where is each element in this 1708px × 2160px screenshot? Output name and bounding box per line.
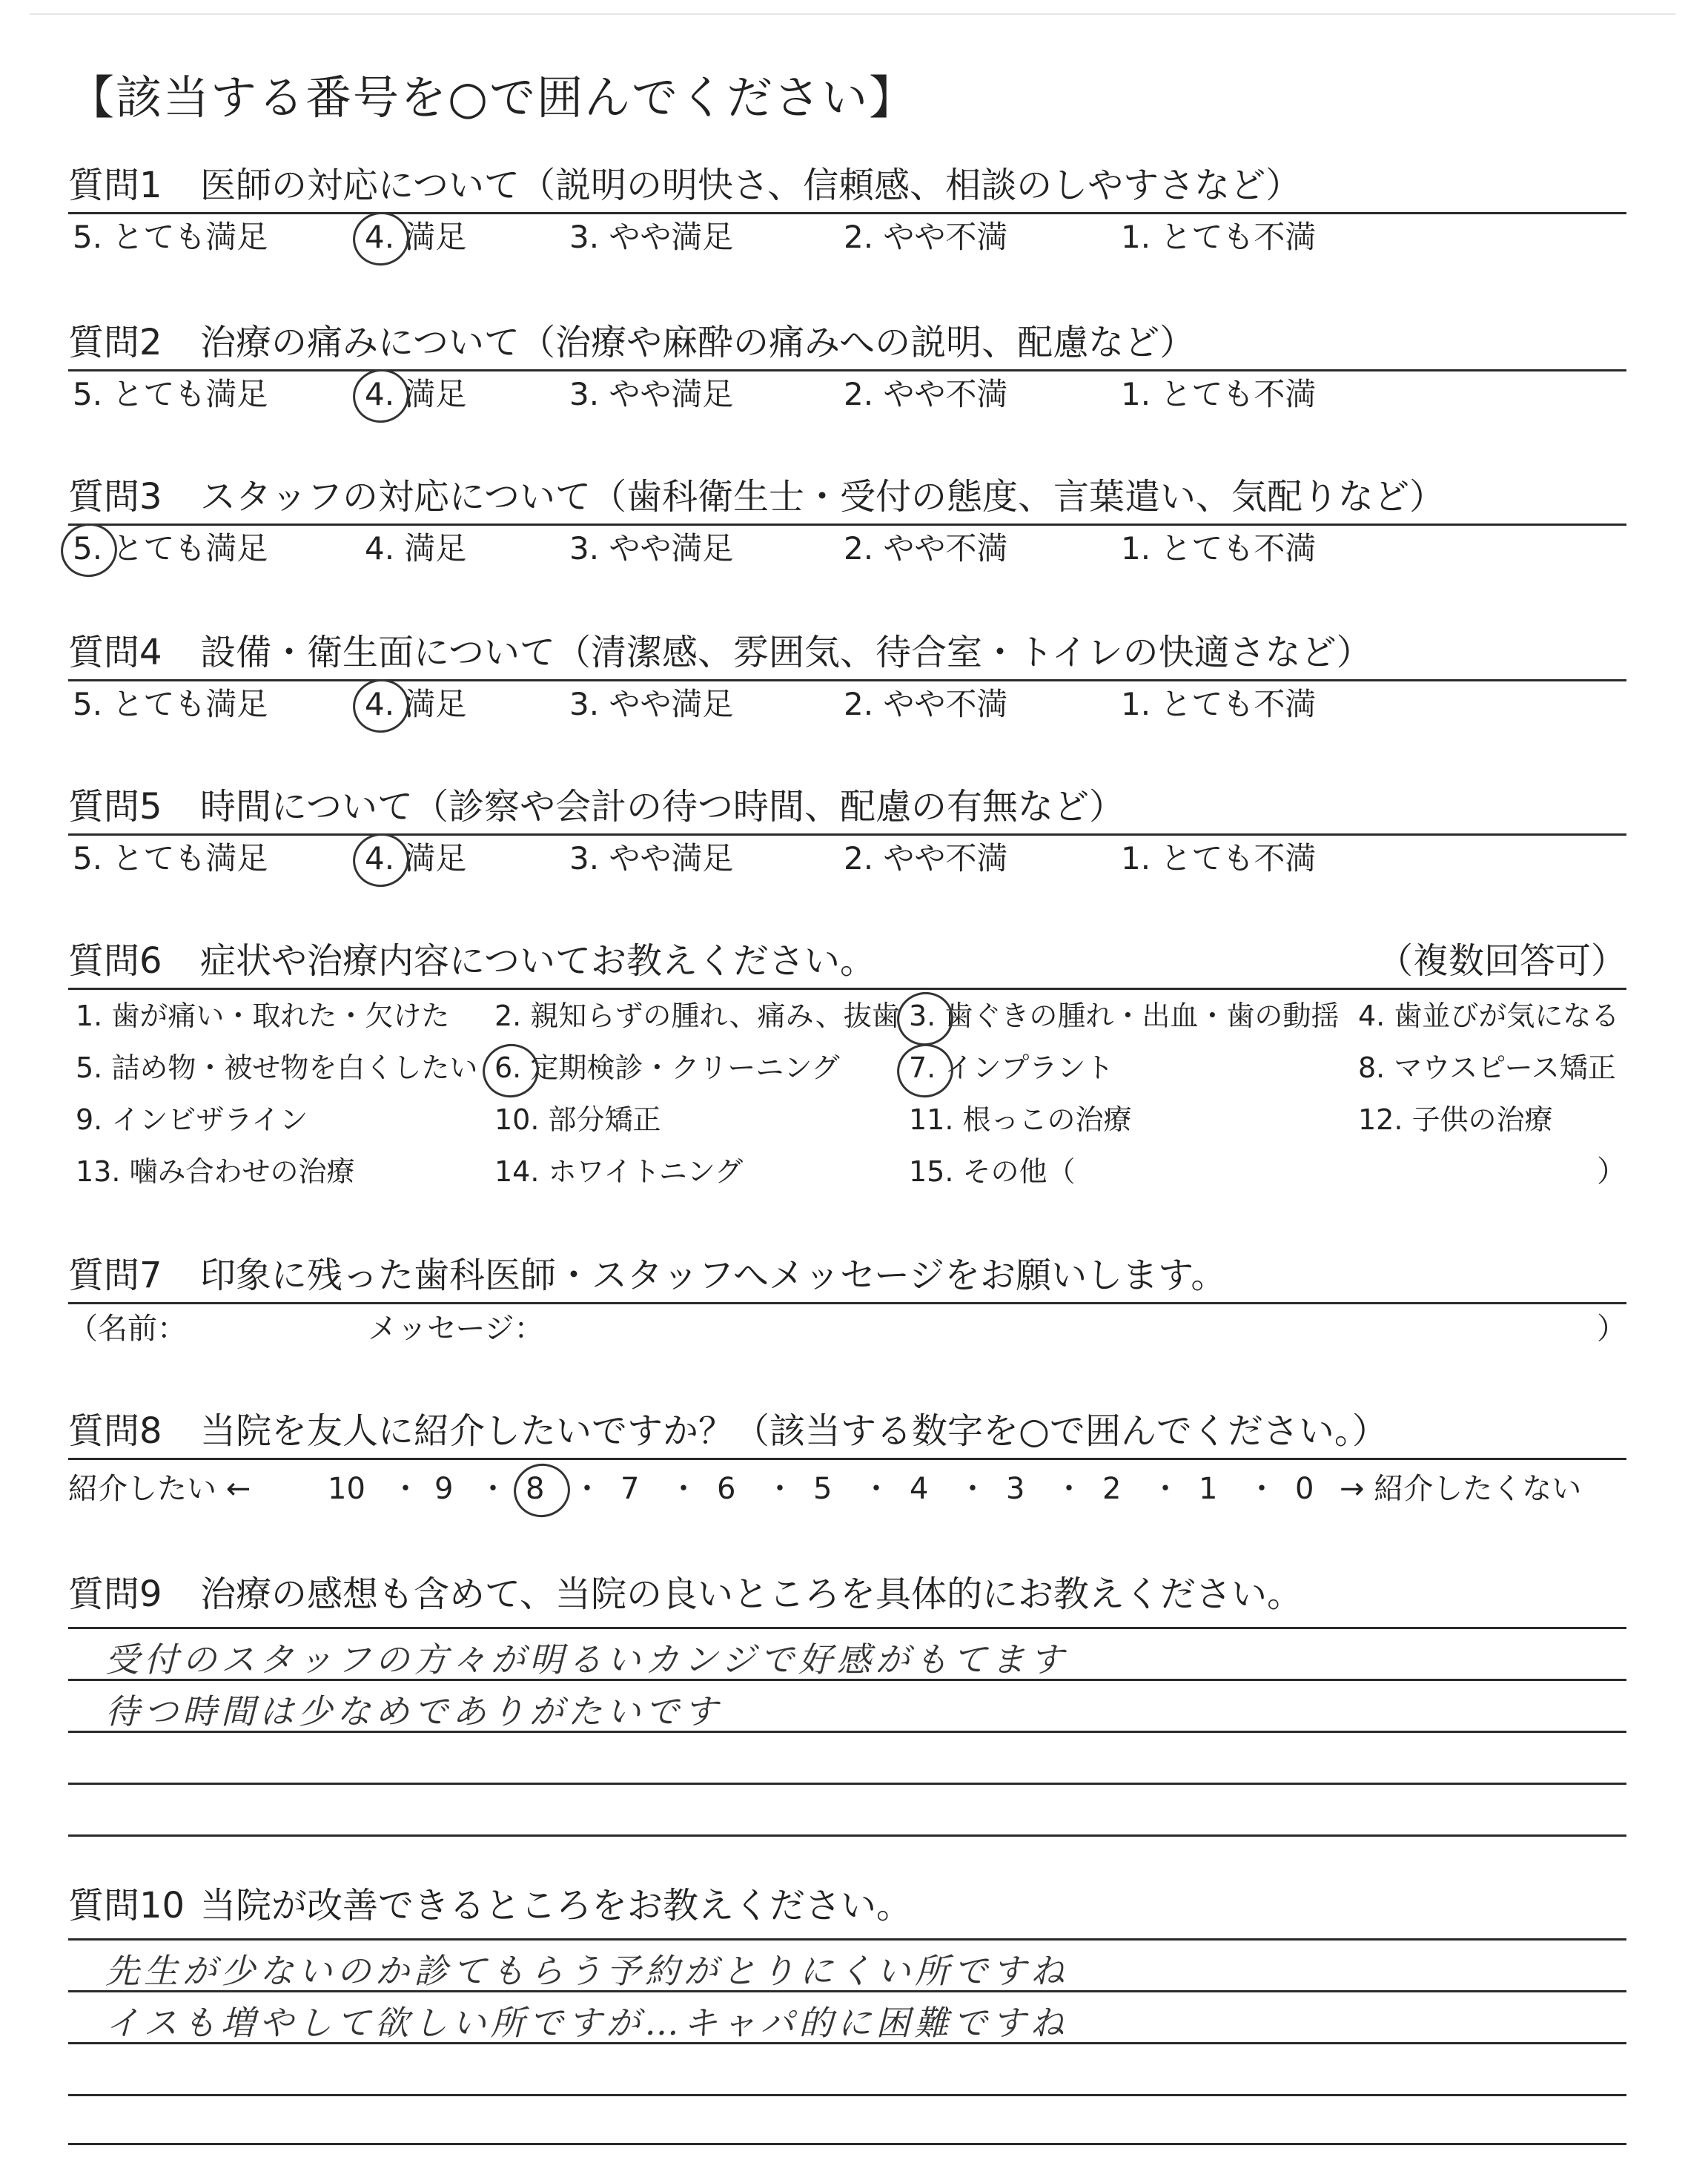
question-7 [68,1253,1626,1357]
scale-2[interactable]: 2 [1102,1472,1122,1506]
scale-dot: ・ [1151,1472,1180,1506]
scale-dot: ・ [572,1472,602,1506]
message-label: メッセージ： [368,1312,544,1346]
scale-dot: ・ [669,1472,698,1506]
option-2[interactable]: 2. やや不満 [844,219,1008,255]
handwritten-answer-line-2: 待つ時間は少なめでありがたいです [105,1691,722,1731]
handwritten-answer-line-2: イスも増やして欲しい所ですが…キャパ的に困難ですね [105,2003,1069,2043]
option-1[interactable]: 1. とても不満 [1121,840,1317,876]
scale-dot: ・ [765,1472,795,1506]
option-5[interactable]: 5. とても満足 [73,376,268,412]
option-5[interactable]: 5. とても満足 [73,840,268,876]
question-text: 医師の対応について（説明の明快さ、信頼感、相談のしやすさなど） [200,165,1302,206]
question-3 [68,475,1626,578]
question-number: 質問1 [68,165,162,206]
question-text: 治療の感想も含めて、当院の良いところを具体的にお教えください。 [200,1573,1303,1615]
other-close-paren: ） [1597,1155,1626,1189]
question-6 [68,939,1626,1221]
symptom-option-14[interactable]: 14. ホワイトニング [494,1155,744,1188]
scale-0[interactable]: 0 [1295,1472,1314,1506]
symptom-option-13[interactable]: 13. 噛み合わせの治療 [76,1155,355,1188]
rating-options [68,684,1626,725]
writing-line [68,1834,1626,1837]
scan-edge-line [30,13,1675,15]
question-8 [68,1409,1626,1513]
underline [68,369,1626,371]
symptom-option-2[interactable]: 2. 親知らずの腫れ、痛み、抜歯 [494,1000,900,1032]
underline [68,988,1626,990]
option-4-circled[interactable]: 4. 満足 [365,838,466,879]
symptom-option-10[interactable]: 10. 部分矯正 [494,1103,661,1136]
question-2 [68,320,1626,424]
question-number: 質問5 [68,786,162,828]
question-text: 治療の痛みについて（治療や麻酔の痛みへの説明、配慮など） [200,322,1196,363]
name-label: （名前： [68,1312,187,1346]
option-4-circled[interactable]: 4. 満足 [365,684,466,725]
symptom-option-1[interactable]: 1. 歯が痛い・取れた・欠けた [76,1000,450,1032]
question-text: スタッフの対応について（歯科衛生士・受付の態度、言葉遣い、気配りなど） [200,476,1446,518]
writing-line [68,2094,1626,2096]
option-2[interactable]: 2. やや不満 [844,530,1008,567]
rating-options [68,528,1626,569]
option-1[interactable]: 1. とても不満 [1121,376,1317,412]
symptom-option-7-circled[interactable]: 7. インプラント [909,1048,1113,1087]
question-text: 時間について（診察や会計の待つ時間、配慮の有無など） [200,786,1125,828]
rating-options [68,838,1626,879]
option-1[interactable]: 1. とても不満 [1121,530,1317,567]
question-4 [68,630,1626,734]
question-number: 質問2 [68,322,162,363]
option-3[interactable]: 3. やや満足 [569,530,734,567]
scale-right-label: → 紹介したくない [1340,1472,1582,1506]
underline [68,524,1626,526]
question-5 [68,785,1626,888]
question-10 [68,1883,1626,2150]
scale-8-circled[interactable]: 8 [526,1468,544,1510]
option-5-circled[interactable]: 5. とても満足 [73,528,268,569]
option-2[interactable]: 2. やや不満 [844,686,1008,722]
scale-9[interactable]: 9 [434,1472,454,1506]
rating-options [68,374,1626,415]
option-3[interactable]: 3. やや満足 [569,376,734,412]
scale-6[interactable]: 6 [717,1472,736,1506]
question-text: 当院を友人に紹介したいですか？（該当する数字を○で囲んでください。） [200,1410,1388,1452]
underline [68,833,1626,836]
handwritten-answer-line-1: 先生が少ないのか診てもらう予約がとりにくい所ですね [105,1951,1069,1991]
message-close-paren: ） [1597,1312,1626,1346]
scale-5[interactable]: 5 [813,1472,833,1506]
option-4-circled[interactable]: 4. 満足 [365,217,466,258]
question-9 [68,1572,1626,1854]
writing-line [68,1938,1626,1941]
symptom-option-3-circled[interactable]: 3. 歯ぐきの腫れ・出血・歯の動揺 [909,997,1339,1035]
underline [68,1458,1626,1460]
scale-4[interactable]: 4 [910,1472,929,1506]
scale-left-label: 紹介したい ← [68,1472,251,1506]
scale-dot: ・ [861,1472,891,1506]
question-text: 設備・衛生面について（清潔感、雰囲気、待合室・トイレの快適さなど） [200,632,1372,673]
question-number: 質問8 [68,1410,162,1452]
option-2[interactable]: 2. やや不満 [844,376,1008,412]
question-1 [68,163,1626,267]
question-number: 質問6 [68,940,162,982]
option-3[interactable]: 3. やや満足 [569,686,734,722]
option-5[interactable]: 5. とても満足 [73,219,268,255]
symptom-option-9[interactable]: 9. インビザライン [76,1103,308,1136]
symptom-option-8[interactable]: 8. マウスピース矯正 [1358,1051,1616,1084]
scale-dot: ・ [958,1472,987,1506]
writing-line [68,2143,1626,2145]
question-number: 質問10 [68,1885,185,1926]
question-text: 症状や治療内容についてお教えください。 [200,940,876,982]
writing-line [68,1627,1626,1629]
writing-line [68,1783,1626,1785]
question-number: 質問4 [68,632,162,673]
question-number: 質問3 [68,476,162,518]
recommend-scale [68,1468,1626,1513]
scale-dot: ・ [1054,1472,1084,1506]
symptom-option-15[interactable]: 15. その他（ [909,1155,1076,1188]
option-4-circled[interactable]: 4. 満足 [365,374,466,415]
scale-dot: ・ [478,1472,508,1506]
option-3[interactable]: 3. やや満足 [569,219,734,255]
option-4[interactable]: 4. 満足 [365,530,467,567]
symptom-option-5[interactable]: 5. 詰め物・被せ物を白くしたい [76,1051,478,1084]
multiple-answers-note: （複数回答可） [1377,940,1626,982]
underline [68,212,1626,214]
question-number: 質問9 [68,1573,162,1615]
option-1[interactable]: 1. とても不満 [1121,686,1317,722]
question-text: 印象に残った歯科医師・スタッフへメッセージをお願いします。 [200,1255,1227,1296]
option-3[interactable]: 3. やや満足 [569,840,734,876]
symptom-option-12[interactable]: 12. 子供の治療 [1358,1103,1553,1136]
symptom-option-6-circled[interactable]: 6. 定期検診・クリーニング [494,1048,840,1087]
question-text: 当院が改善できるところをお教えください。 [200,1885,913,1926]
scale-10[interactable]: 10 [328,1472,365,1506]
option-1[interactable]: 1. とても不満 [1121,219,1317,255]
underline [68,1302,1626,1304]
scale-7[interactable]: 7 [620,1472,640,1506]
question-number: 質問7 [68,1255,162,1296]
symptom-option-4[interactable]: 4. 歯並びが気になる [1358,1000,1620,1032]
scale-dot: ・ [391,1472,420,1506]
rating-options [68,217,1626,258]
option-2[interactable]: 2. やや不満 [844,840,1008,876]
option-5[interactable]: 5. とても満足 [73,686,268,722]
symptom-option-11[interactable]: 11. 根っこの治療 [909,1103,1132,1136]
handwritten-answer-line-1: 受付のスタッフの方々が明るいカンジで好感がもてます [105,1639,1068,1680]
scale-3[interactable]: 3 [1006,1472,1025,1506]
scale-1[interactable]: 1 [1199,1472,1218,1506]
underline [68,679,1626,681]
scale-dot: ・ [1247,1472,1277,1506]
page-title: 【該当する番号を○で囲んでください】 [68,70,917,125]
